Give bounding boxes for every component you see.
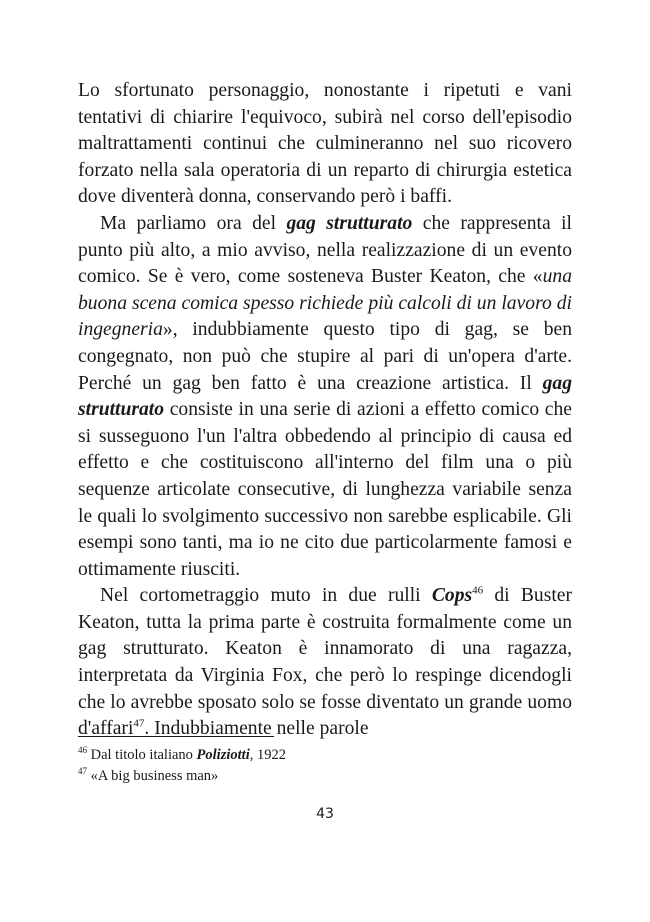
poliziotti-title: Poliziotti [196,747,250,763]
paragraph-3-text-c: . Indubbiamente nelle parole [144,718,369,740]
cops-title: Cops [431,585,473,607]
paragraph-3-text-a: Nel cortometraggio muto in due rulli [100,585,432,607]
paragraph-2-text-d: consiste in una serie di azioni a effetto comico che si susseguono l'un l'altra obbedendo al principio di causa ed effetto e che costituiscono all'interno del film una o più sequenze articolate consecutive, di lunghezza variabile senza le quali lo svolgimento successivo non sarebbe esplicabile. Gli esempi sono tanti, ma io ne cito due particolarmente famosi e ottimamente riusciti. [78,399,572,580]
footnote-47-text: «A big business man» [90,768,219,784]
footnote-46-text-a: Dal titolo italiano [90,747,197,763]
footnote-47-number: 47 [78,766,87,777]
paragraph-2-text-a: Ma parliamo ora del [100,212,287,234]
footnote-46-text-b: , 1922 [249,747,286,763]
gag-strutturato-term: gag strutturato [286,212,413,234]
paragraph-3 [78,583,572,743]
footnote-divider [78,736,274,737]
footnote-ref-46: 46 [472,584,484,597]
page-number: 43 [316,806,334,822]
footnotes [78,745,572,787]
body-text [78,78,572,743]
footnote-ref-47: 47 [133,717,145,730]
footnote-46-number: 46 [78,745,87,756]
keaton-quote: una buona scena comica spesso richiede più calcoli di un lavoro di ingegneria [78,266,572,341]
footnote-46 [78,745,572,766]
paragraph-2 [78,211,572,583]
paragraph-1-text: Lo sfortunato personaggio, nonostante i ripetuti e vani tentativi di chiarire l'equivoco, subirà nel corso dell'episodio maltrattamenti continui che culmineranno nel suo ricovero forzato nella sala operatoria di un reparto di chirurgia estetica dove diventerà donna, conservando però i baffi. [78,80,572,208]
paragraph-2-text-c: », indubbiamente questo tipo di gag, se ben congegnato, non può che stupire al pari di un'opera d'arte. Perché un gag ben fatto è una creazione artistica. Il [78,319,572,394]
footnote-47 [78,766,572,787]
gag-strutturato-term-2: gag strutturato [78,372,572,421]
paragraph-1 [78,78,572,211]
paragraph-2-text-b: che rappresenta il punto più alto, a mio avviso, nella realizzazione di un evento comico. Se è vero, come sosteneva Buster Keaton, che « [78,212,573,288]
paragraph-3-text-b: di Buster Keaton, tutta la prima parte è costruita formalmente come un gag strutturato. Keaton è innamorato di una ragazza, interpretata da Virginia Fox, che però lo respinge dicendogli che lo avrebbe sposato solo se fosse diventato un grande uomo d'affari [78,585,572,740]
